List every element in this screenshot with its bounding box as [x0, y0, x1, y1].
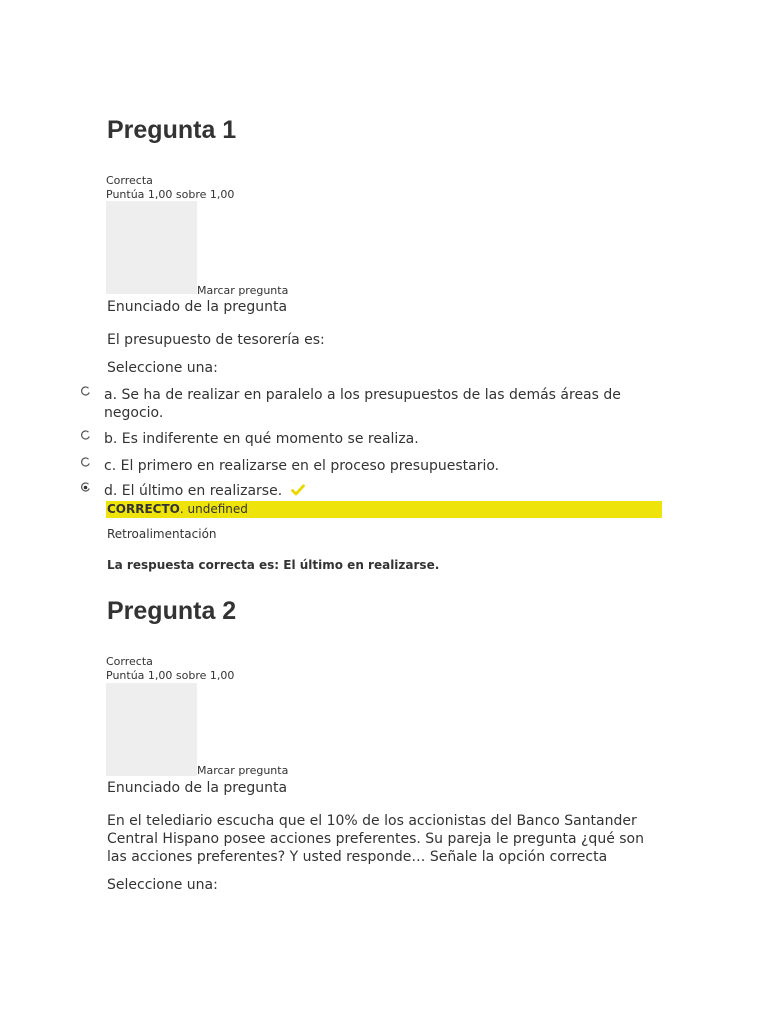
- question-score: Puntúa 1,00 sobre 1,00: [106, 669, 235, 682]
- question-title: Pregunta 1: [107, 116, 237, 144]
- radio-unchecked-icon[interactable]: [80, 430, 91, 441]
- question-score: Puntúa 1,00 sobre 1,00: [106, 188, 235, 201]
- statement-label: Enunciado de la pregunta: [107, 780, 288, 796]
- statement-label: Enunciado de la pregunta: [107, 299, 288, 315]
- check-icon: [291, 484, 305, 496]
- question-state: Correcta: [106, 174, 153, 187]
- question-title: Pregunta 2: [107, 597, 237, 625]
- select-prompt: Seleccione una:: [107, 877, 218, 893]
- answer-option-label: b. Es indiferente en qué momento se realiza.: [104, 431, 419, 447]
- flag-question-link[interactable]: Marcar pregunta: [197, 764, 289, 777]
- question-text: En el telediario escucha que el 10% de los accionistas del Banco Santander Central Hispano posee acciones preferentes. Su pareja le pregunta ¿qué son las acciones preferentes? Y usted responde… Señale la opción correcta: [107, 813, 644, 865]
- question-text: El presupuesto de tesorería es:: [107, 332, 325, 348]
- feedback-banner: [106, 501, 662, 518]
- answer-option-label: a. Se ha de realizar en paralelo a los presupuestos de las demás áreas de negocio.: [104, 387, 621, 421]
- radio-unchecked-icon[interactable]: [80, 386, 91, 397]
- correct-answer-text: La respuesta correcta es: El último en realizarse.: [107, 558, 440, 572]
- feedback-heading: Retroalimentación: [107, 527, 217, 541]
- answer-option-text: d. El último en realizarse.: [104, 483, 283, 499]
- question-state: Correcta: [106, 655, 153, 668]
- answer-option-label: [104, 482, 644, 500]
- radio-checked-icon[interactable]: [80, 482, 91, 493]
- select-prompt: Seleccione una:: [107, 360, 218, 376]
- answer-option-label: c. El primero en realizarse en el proceso presupuestario.: [104, 458, 500, 474]
- flag-question-icon[interactable]: [106, 683, 197, 776]
- feedback-correct: CORRECTO: [107, 502, 180, 516]
- radio-unchecked-icon[interactable]: [80, 457, 91, 468]
- feedback-rest: . undefined: [179, 502, 248, 516]
- flag-question-icon[interactable]: [106, 201, 197, 294]
- flag-question-link[interactable]: Marcar pregunta: [197, 284, 289, 297]
